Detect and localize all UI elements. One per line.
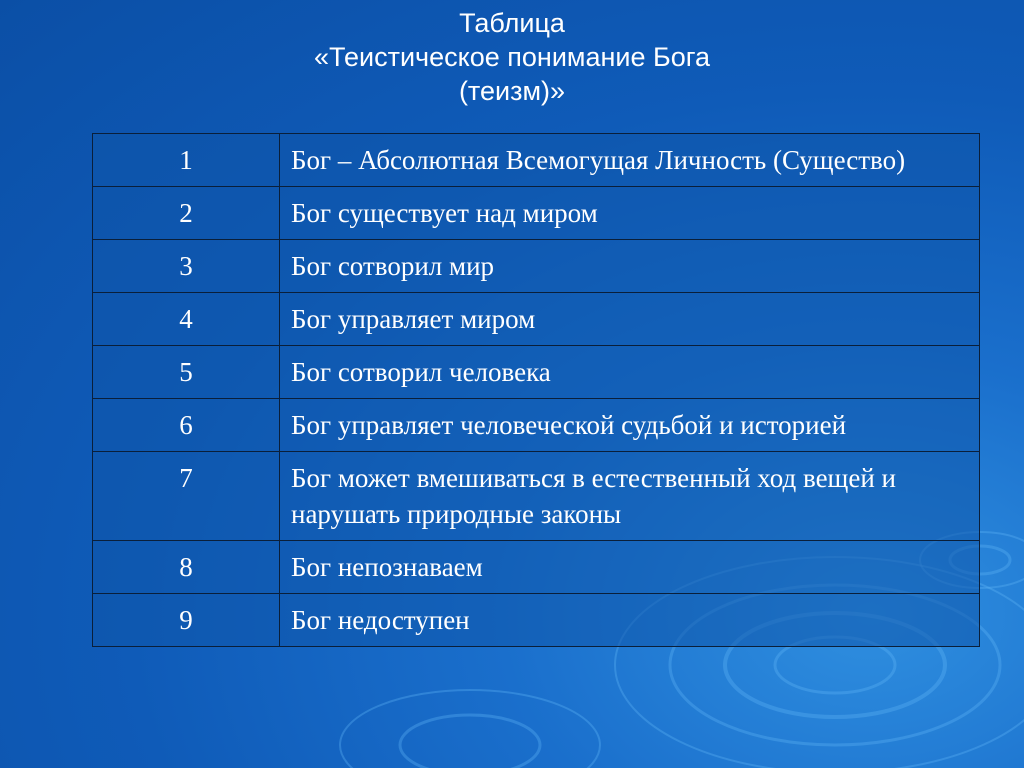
row-text: Бог управляет человеческой судьбой и историей [280, 399, 980, 452]
row-number: 6 [93, 399, 280, 452]
title-line-2: «Теистическое понимание Бога [314, 42, 710, 72]
row-number: 3 [93, 240, 280, 293]
row-text: Бог управляет миром [280, 293, 980, 346]
row-text: Бог может вмешиваться в естественный ход вещей и нарушать природные законы [280, 452, 980, 541]
row-text: Бог непознаваем [280, 541, 980, 594]
table-row [93, 346, 980, 399]
row-number: 2 [93, 187, 280, 240]
theism-table [92, 133, 980, 647]
row-text: Бог недоступен [280, 594, 980, 647]
table-row [93, 594, 980, 647]
row-number: 9 [93, 594, 280, 647]
row-text: Бог сотворил мир [280, 240, 980, 293]
table-row [93, 134, 980, 187]
row-number: 8 [93, 541, 280, 594]
row-number: 1 [93, 134, 280, 187]
row-text: Бог – Абсолютная Всемогущая Личность (Существо) [280, 134, 980, 187]
table-row [93, 293, 980, 346]
table-row [93, 399, 980, 452]
row-text: Бог сотворил человека [280, 346, 980, 399]
row-text: Бог существует над миром [280, 187, 980, 240]
row-number: 4 [93, 293, 280, 346]
table-row [93, 240, 980, 293]
title-line-1: Таблица [459, 8, 565, 38]
row-number: 7 [93, 452, 280, 541]
title-line-3: (теизм)» [458, 76, 566, 106]
row-number: 5 [93, 346, 280, 399]
table-row [93, 452, 980, 541]
table-row [93, 541, 980, 594]
slide-title [0, 6, 1024, 108]
table-row [93, 187, 980, 240]
